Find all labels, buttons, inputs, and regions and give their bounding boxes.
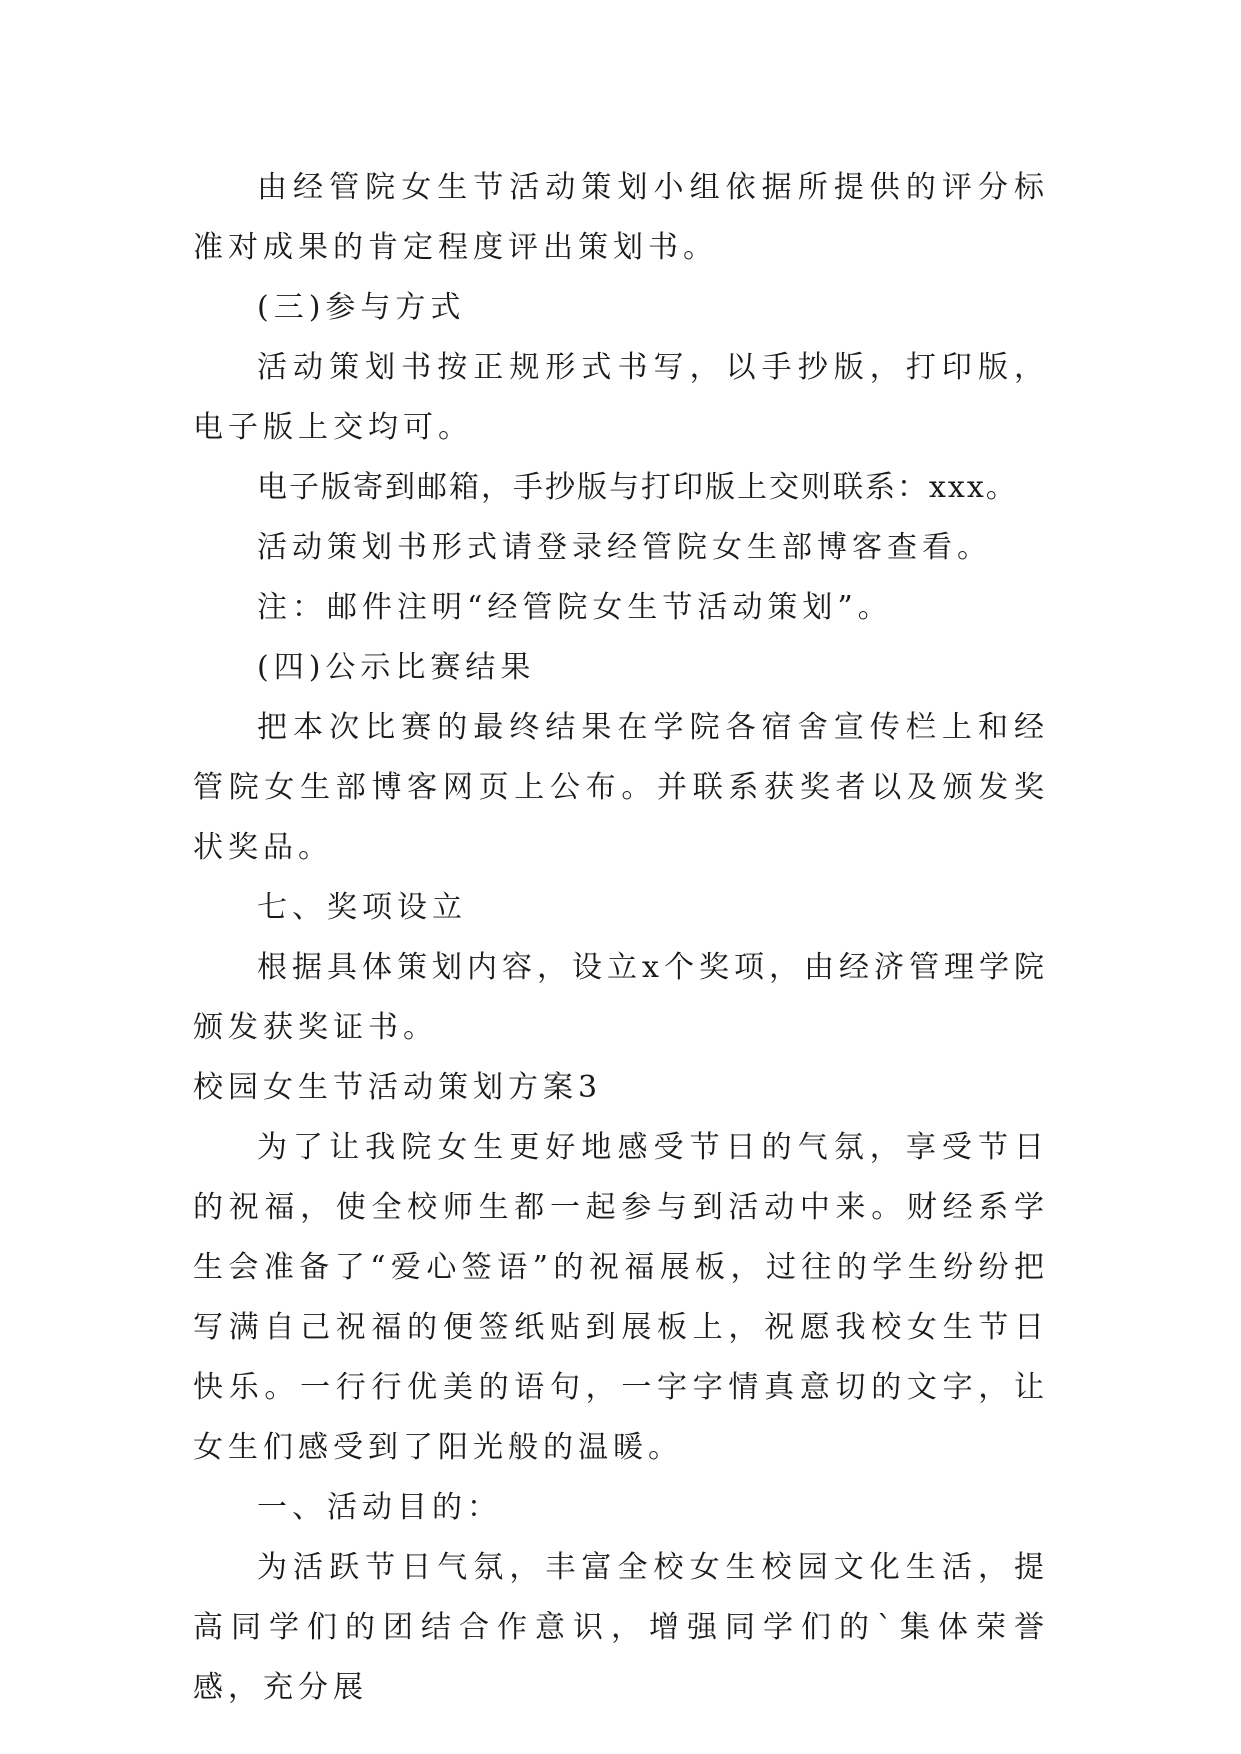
paragraph-awards: 根据具体策划内容，设立x个奖项，由经济管理学院颁发获奖证书。 bbox=[193, 950, 1049, 1045]
paragraph-intro-plan-3: 为了让我院女生更好地感受节日的气氛，享受节日的祝福，使全校师生都一起参与到活动中来。财经系学生会准备了“爱心签语”的祝福展板，过往的学生纷纷把写满自己祝福的便签纸贴到展板上，祝愿我校女生节日快乐。一行行优美的语句，一字字情真意切的文字，让女生们感受到了阳光般的温暖。 bbox=[193, 1130, 1049, 1465]
paragraph-email-note: 注：邮件注明“经管院女生节活动策划”。 bbox=[257, 590, 893, 625]
paragraph-blog-format: 活动策划书形式请登录经管院女生部博客查看。 bbox=[257, 530, 992, 565]
heading-announce-results: (四)公示比赛结果 bbox=[257, 650, 536, 685]
heading-awards: 七、奖项设立 bbox=[257, 890, 467, 925]
paragraph-activity-purpose: 为活跃节日气氛，丰富全校女生校园文化生活，提高同学们的团结合作意识，增强同学们的`集体荣誉感，充分展 bbox=[193, 1550, 1049, 1705]
heading-activity-purpose: 一、活动目的： bbox=[257, 1490, 502, 1525]
paragraph-announce-results: 把本次比赛的最终结果在学院各宿舍宣传栏上和经管院女生部博客网页上公布。并联系获奖者以及颁发奖状奖品。 bbox=[193, 710, 1049, 865]
paragraph-submission-format: 活动策划书按正规形式书写，以手抄版，打印版，电子版上交均可。 bbox=[193, 350, 1049, 445]
section-title-plan-3: 校园女生节活动策划方案3 bbox=[193, 1070, 603, 1105]
document-body bbox=[193, 158, 1049, 1718]
paragraph-evaluation: 由经管院女生节活动策划小组依据所提供的评分标准对成果的肯定程度评出策划书。 bbox=[193, 170, 1049, 265]
heading-participation-method: (三)参与方式 bbox=[257, 290, 466, 325]
paragraph-email-contact: 电子版寄到邮箱，手抄版与打印版上交则联系：xxx。 bbox=[257, 470, 1018, 505]
